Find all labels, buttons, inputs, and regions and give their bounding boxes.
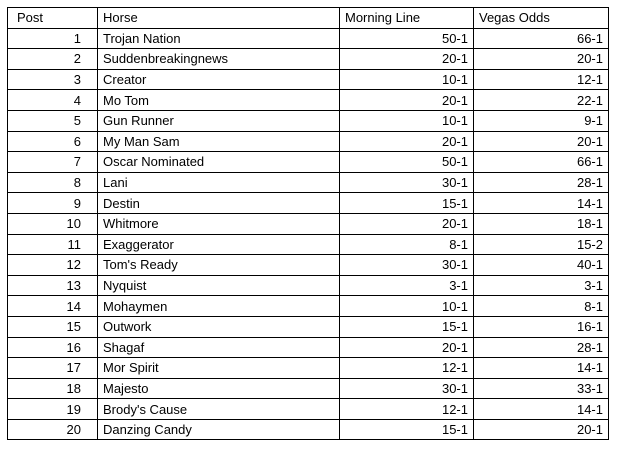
odds-table-body — [8, 28, 609, 440]
morning-line-cell[interactable]: 20-1 — [340, 213, 474, 234]
table-row — [8, 337, 609, 358]
horse-cell[interactable]: Oscar Nominated — [98, 152, 340, 173]
vegas-odds-cell[interactable]: 18-1 — [474, 213, 609, 234]
post-cell[interactable]: 13 — [8, 275, 98, 296]
table-row — [8, 399, 609, 420]
vegas-odds-cell[interactable]: 66-1 — [474, 152, 609, 173]
table-row — [8, 131, 609, 152]
post-cell[interactable]: 18 — [8, 378, 98, 399]
table-row — [8, 110, 609, 131]
header-post[interactable]: Post — [8, 8, 98, 29]
horse-cell[interactable]: My Man Sam — [98, 131, 340, 152]
horse-cell[interactable]: Nyquist — [98, 275, 340, 296]
post-cell[interactable]: 6 — [8, 131, 98, 152]
table-row — [8, 255, 609, 276]
post-cell[interactable]: 7 — [8, 152, 98, 173]
morning-line-cell[interactable]: 20-1 — [340, 49, 474, 70]
morning-line-cell[interactable]: 10-1 — [340, 296, 474, 317]
table-row — [8, 213, 609, 234]
post-cell[interactable]: 2 — [8, 49, 98, 70]
table-row — [8, 28, 609, 49]
header-morning-line[interactable]: Morning Line — [340, 8, 474, 29]
vegas-odds-cell[interactable]: 33-1 — [474, 378, 609, 399]
post-cell[interactable]: 8 — [8, 172, 98, 193]
vegas-odds-cell[interactable]: 40-1 — [474, 255, 609, 276]
post-cell[interactable]: 14 — [8, 296, 98, 317]
morning-line-cell[interactable]: 12-1 — [340, 399, 474, 420]
table-row — [8, 193, 609, 214]
post-cell[interactable]: 4 — [8, 90, 98, 111]
table-row — [8, 419, 609, 440]
morning-line-cell[interactable]: 8-1 — [340, 234, 474, 255]
vegas-odds-cell[interactable]: 8-1 — [474, 296, 609, 317]
horse-cell[interactable]: Majesto — [98, 378, 340, 399]
horse-cell[interactable]: Mor Spirit — [98, 358, 340, 379]
morning-line-cell[interactable]: 15-1 — [340, 193, 474, 214]
morning-line-cell[interactable]: 50-1 — [340, 152, 474, 173]
morning-line-cell[interactable]: 20-1 — [340, 337, 474, 358]
post-cell[interactable]: 5 — [8, 110, 98, 131]
vegas-odds-cell[interactable]: 66-1 — [474, 28, 609, 49]
morning-line-cell[interactable]: 30-1 — [340, 255, 474, 276]
header-row — [8, 8, 609, 29]
horse-cell[interactable]: Mohaymen — [98, 296, 340, 317]
table-row — [8, 275, 609, 296]
horse-cell[interactable]: Creator — [98, 69, 340, 90]
table-row — [8, 234, 609, 255]
table-row — [8, 172, 609, 193]
horse-cell[interactable]: Destin — [98, 193, 340, 214]
odds-table — [7, 7, 609, 440]
vegas-odds-cell[interactable]: 20-1 — [474, 131, 609, 152]
post-cell[interactable]: 9 — [8, 193, 98, 214]
vegas-odds-cell[interactable]: 28-1 — [474, 337, 609, 358]
vegas-odds-cell[interactable]: 14-1 — [474, 193, 609, 214]
morning-line-cell[interactable]: 10-1 — [340, 69, 474, 90]
table-row — [8, 152, 609, 173]
horse-cell[interactable]: Tom's Ready — [98, 255, 340, 276]
table-row — [8, 69, 609, 90]
post-cell[interactable]: 20 — [8, 419, 98, 440]
morning-line-cell[interactable]: 15-1 — [340, 316, 474, 337]
post-cell[interactable]: 12 — [8, 255, 98, 276]
table-row — [8, 358, 609, 379]
table-row — [8, 316, 609, 337]
post-cell[interactable]: 3 — [8, 69, 98, 90]
morning-line-cell[interactable]: 20-1 — [340, 90, 474, 111]
vegas-odds-cell[interactable]: 12-1 — [474, 69, 609, 90]
table-row — [8, 378, 609, 399]
horse-cell[interactable]: Danzing Candy — [98, 419, 340, 440]
vegas-odds-cell[interactable]: 22-1 — [474, 90, 609, 111]
horse-cell[interactable]: Exaggerator — [98, 234, 340, 255]
horse-cell[interactable]: Shagaf — [98, 337, 340, 358]
post-cell[interactable]: 15 — [8, 316, 98, 337]
table-row — [8, 49, 609, 70]
morning-line-cell[interactable]: 30-1 — [340, 378, 474, 399]
morning-line-cell[interactable]: 30-1 — [340, 172, 474, 193]
post-cell[interactable]: 17 — [8, 358, 98, 379]
horse-cell[interactable]: Brody's Cause — [98, 399, 340, 420]
header-horse[interactable]: Horse — [98, 8, 340, 29]
horse-cell[interactable]: Outwork — [98, 316, 340, 337]
morning-line-cell[interactable]: 20-1 — [340, 131, 474, 152]
morning-line-cell[interactable]: 3-1 — [340, 275, 474, 296]
vegas-odds-cell[interactable]: 15-2 — [474, 234, 609, 255]
table-row — [8, 296, 609, 317]
post-cell[interactable]: 1 — [8, 28, 98, 49]
morning-line-cell[interactable]: 10-1 — [340, 110, 474, 131]
post-cell[interactable]: 10 — [8, 213, 98, 234]
vegas-odds-cell[interactable]: 14-1 — [474, 399, 609, 420]
table-row — [8, 90, 609, 111]
vegas-odds-cell[interactable]: 9-1 — [474, 110, 609, 131]
horse-cell[interactable]: Whitmore — [98, 213, 340, 234]
vegas-odds-cell[interactable]: 28-1 — [474, 172, 609, 193]
horse-cell[interactable]: Lani — [98, 172, 340, 193]
vegas-odds-cell[interactable]: 14-1 — [474, 358, 609, 379]
post-cell[interactable]: 11 — [8, 234, 98, 255]
vegas-odds-cell[interactable]: 3-1 — [474, 275, 609, 296]
vegas-odds-cell[interactable]: 16-1 — [474, 316, 609, 337]
header-vegas-odds[interactable]: Vegas Odds — [474, 8, 609, 29]
vegas-odds-cell[interactable]: 20-1 — [474, 49, 609, 70]
horse-cell[interactable]: Suddenbreakingnews — [98, 49, 340, 70]
vegas-odds-cell[interactable]: 20-1 — [474, 419, 609, 440]
horse-cell[interactable]: Mo Tom — [98, 90, 340, 111]
post-cell[interactable]: 16 — [8, 337, 98, 358]
horse-cell[interactable]: Trojan Nation — [98, 28, 340, 49]
post-cell[interactable]: 19 — [8, 399, 98, 420]
morning-line-cell[interactable]: 50-1 — [340, 28, 474, 49]
horse-cell[interactable]: Gun Runner — [98, 110, 340, 131]
morning-line-cell[interactable]: 12-1 — [340, 358, 474, 379]
morning-line-cell[interactable]: 15-1 — [340, 419, 474, 440]
